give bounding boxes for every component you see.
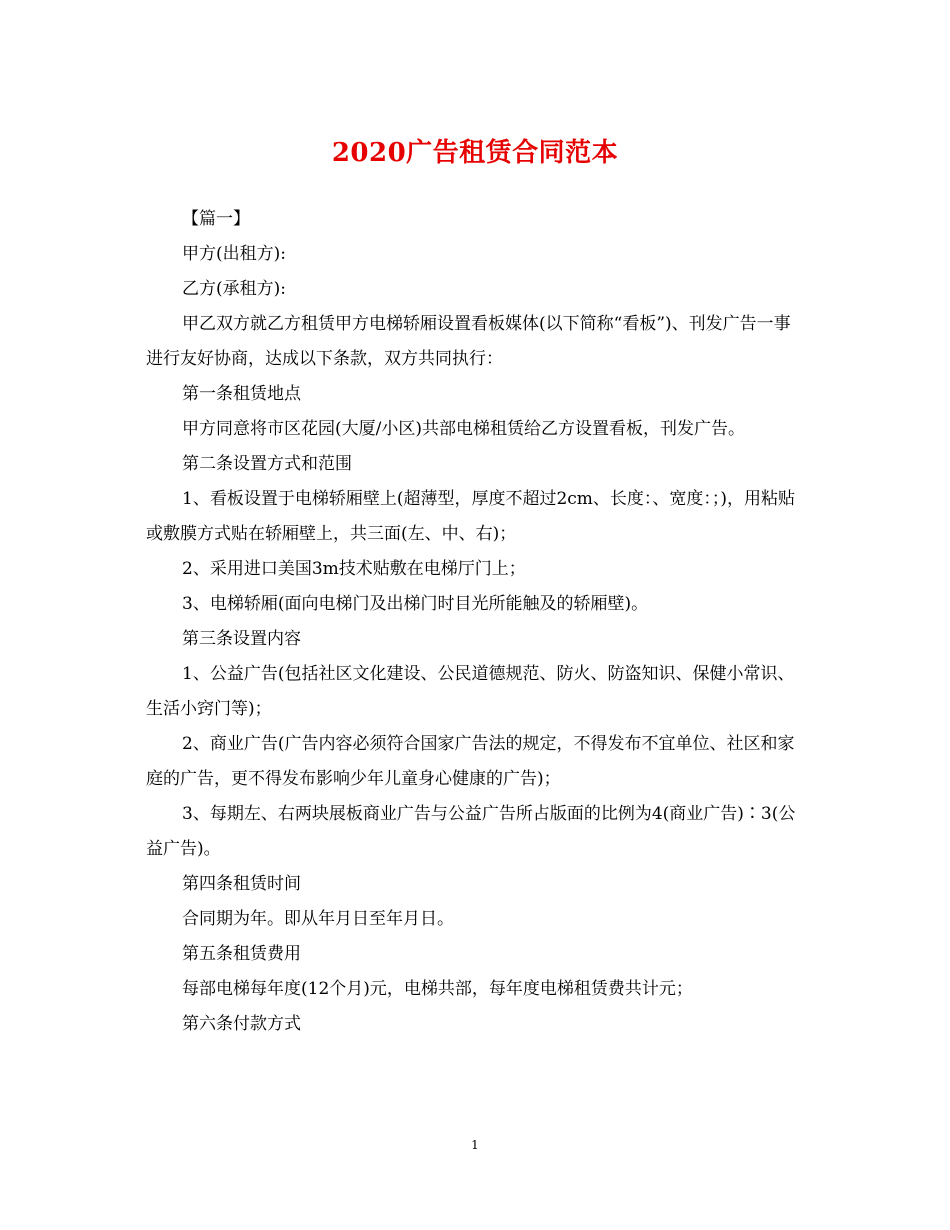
document-title: 2020广告租赁合同范本 (331, 138, 619, 168)
article-2-item-2: 2、采用进口美国3m技术贴敷在电梯厅门上； (182, 559, 526, 579)
paragraph-section-heading: 【篇一】 (182, 209, 250, 229)
article-2-item-1: 1、看板设置于电梯轿厢壁上(超薄型，厚度不超过2cm、长度：、宽度：；)，用粘贴或敷膜方式贴在轿厢壁上，共三面(左、中、右)； (146, 489, 796, 544)
article-2-heading: 第二条设置方式和范围 (182, 454, 352, 474)
article-4-body: 合同期为年。即从年月日至年月日。 (182, 909, 454, 929)
article-5-body: 每部电梯每年度(12个月)元，电梯共部，每年度电梯租赁费共计元； (182, 979, 693, 999)
article-3-item-3: 3、每期左、右两块展板商业广告与公益广告所占版面的比例为4(商业广告)∶3(公益广告)。 (146, 804, 796, 859)
article-3-heading: 第三条设置内容 (182, 629, 301, 649)
document-body (146, 202, 806, 1042)
article-6-heading: 第六条付款方式 (182, 1014, 301, 1034)
article-1-body: 甲方同意将市区花园(大厦/小区)共部电梯租赁给乙方设置看板，刊发广告。 (182, 419, 745, 439)
article-2-item-3: 3、电梯轿厢(面向电梯门及出梯门时目光所能触及的轿厢壁)。 (182, 594, 649, 614)
paragraph-party-a: 甲方(出租方): (182, 244, 286, 264)
paragraph-preamble: 甲乙双方就乙方租赁甲方电梯轿厢设置看板媒体(以下简称“看板”)、刊发广告一事进行友好协商，达成以下条款，双方共同执行： (146, 314, 791, 369)
article-5-heading: 第五条租赁费用 (182, 944, 301, 964)
article-3-item-1: 1、公益广告(包括社区文化建设、公民道德规范、防火、防盗知识、保健小常识、生活小窍门等)； (146, 664, 795, 719)
article-3-item-2: 2、商业广告(广告内容必须符合国家广告法的规定，不得发布不宜单位、社区和家庭的广告，更不得发布影响少年儿童身心健康的广告)； (146, 734, 795, 789)
paragraph-party-b: 乙方(承租方): (182, 279, 286, 299)
article-1-heading: 第一条租赁地点 (182, 384, 301, 404)
page-number: 1 (471, 1138, 479, 1152)
article-4-heading: 第四条租赁时间 (182, 874, 301, 894)
